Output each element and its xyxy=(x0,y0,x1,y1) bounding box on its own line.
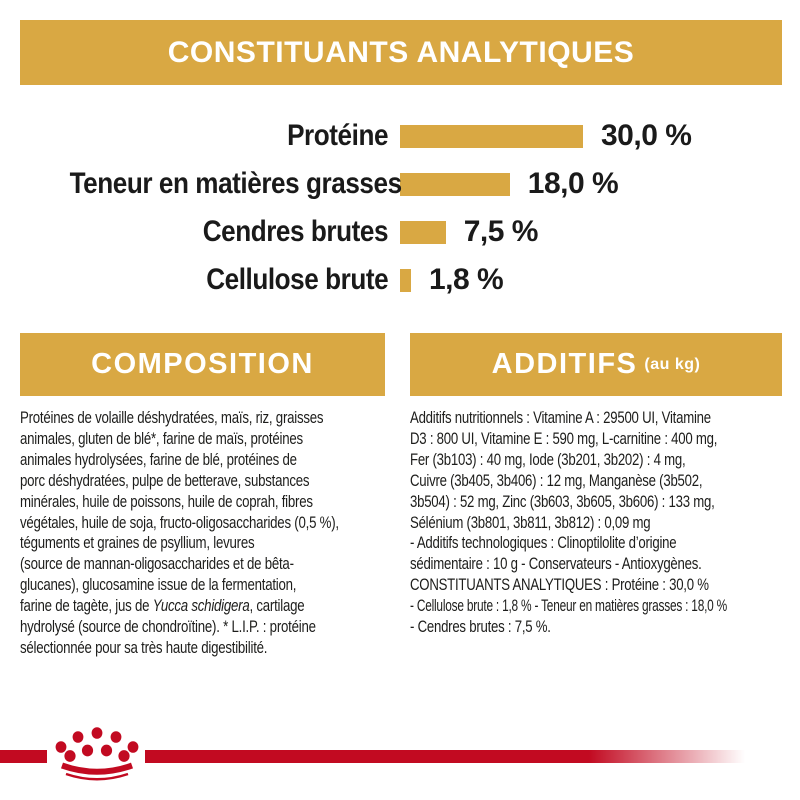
text-line: animales, gluten de blé*, farine de maïs, protéines xyxy=(20,428,303,448)
text-line: CONSTITUANTS ANALYTIQUES : Protéine : 30,0 % xyxy=(410,576,709,595)
additives-banner xyxy=(410,333,782,396)
nutrient-label: Teneur en matières grasses xyxy=(69,167,402,200)
text-line: - Additifs technologiques : Clinoptilolite d’origine xyxy=(410,534,677,553)
chart-row-protein xyxy=(20,112,782,160)
composition-title: COMPOSITION xyxy=(91,348,314,380)
nutrient-label: Cendres brutes xyxy=(202,215,388,248)
text-line: téguments et graines de psyllium, levures xyxy=(20,533,255,553)
nutrient-label: Protéine xyxy=(287,119,388,152)
text-line: porc déshydratées, pulpe de betterave, substances xyxy=(20,470,310,490)
analytic-constituents-chart xyxy=(20,112,782,304)
chart-row-fibre xyxy=(20,256,782,304)
nutrient-value: 30,0 % xyxy=(601,119,692,152)
footer-stripe-right xyxy=(145,750,745,763)
text-line: hydrolysé (source de chondroïtine). * L.I.P. : protéine xyxy=(20,617,316,637)
analytic-constituents-banner xyxy=(20,20,782,85)
nutrient-value: 18,0 % xyxy=(527,167,619,200)
text-line: minérales, huile de poissons, huile de coprah, fibres xyxy=(20,491,313,511)
nutrient-value: 7,5 % xyxy=(463,215,538,248)
text-line: végétales, huile de soja, fructo-oligosaccharides (0,5 %), xyxy=(20,512,339,532)
text-line: D3 : 800 UI, Vitamine E : 590 mg, L-carnitine : 400 mg, xyxy=(410,429,718,448)
composition-banner xyxy=(20,333,385,396)
royal-canin-crown-logo xyxy=(50,721,144,783)
additives-unit-suffix: (au kg) xyxy=(644,355,701,373)
composition-lines xyxy=(20,408,388,596)
chart-row-ash xyxy=(20,208,782,256)
text-line: sédimentaire : 10 g - Conservateurs - Antioxygènes. xyxy=(410,555,702,574)
additives-title: ADDITIFS xyxy=(491,348,638,380)
additives-lines xyxy=(410,408,785,638)
composition-lines xyxy=(20,617,388,659)
text-line: Protéines de volaille déshydratées, maïs, riz, graisses xyxy=(20,408,324,427)
text-line: Cuivre (3b405, 3b406) : 12 mg, Manganèse (3b502, xyxy=(410,471,703,490)
nutrient-bar xyxy=(400,125,583,148)
text-line: - Cellulose brute : 1,8 % - Teneur en matières grasses : 18,0 % xyxy=(410,597,728,616)
nutrient-bar xyxy=(400,173,510,196)
text-line: glucanes), glucosamine issue de la fermentation, xyxy=(20,575,297,595)
additives-text xyxy=(410,408,785,638)
composition-text xyxy=(20,408,388,659)
composition-italic-line: farine de tagète, jus de Yucca schidigera, cartilage xyxy=(20,596,305,616)
analytic-constituents-title: CONSTITUANTS ANALYTIQUES xyxy=(167,35,635,69)
text-line: - Cendres brutes : 7,5 %. xyxy=(410,618,551,637)
footer-stripe-left xyxy=(0,750,47,763)
nutrient-bar xyxy=(400,269,411,292)
text-line: Additifs nutritionnels : Vitamine A : 29500 UI, Vitamine xyxy=(410,409,711,427)
nutrient-label: Cellulose brute xyxy=(205,263,388,296)
text-line: animales hydrolysées, farine de blé, protéines de xyxy=(20,449,297,469)
text-line: Fer (3b103) : 40 mg, Iode (3b201, 3b202) : 4 mg, xyxy=(410,450,686,469)
text-line: sélectionnée pour sa très haute digestibilité. xyxy=(20,637,268,657)
text-line: Sélénium (3b801, 3b811, 3b812) : 0,09 mg xyxy=(410,513,651,532)
nutrient-value: 1,8 % xyxy=(428,263,504,296)
nutrient-bar xyxy=(400,221,446,244)
latin-species-name: Yucca schidigera xyxy=(152,596,250,616)
text-line: 3b504) : 52 mg, Zinc (3b603, 3b605, 3b606) : 133 mg, xyxy=(410,492,715,511)
text-line: (source de mannan-oligosaccharides et de bêta- xyxy=(20,554,294,574)
chart-row-fat xyxy=(20,160,782,208)
